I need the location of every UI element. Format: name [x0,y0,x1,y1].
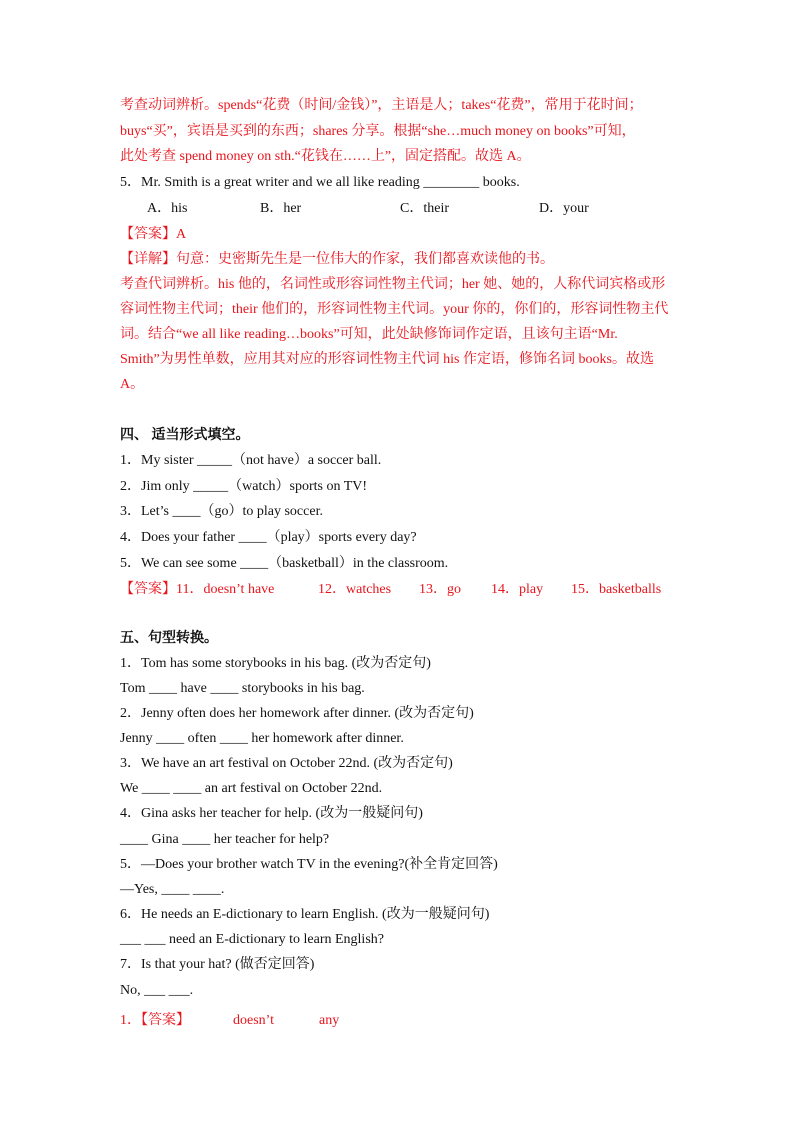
transform-line: ___ ___ need an E-dictionary to learn English? [120,932,384,947]
transform-line: ____ Gina ____ her teacher for help? [120,832,330,847]
fill-item: 3．Let’s ____（go）to play soccer. [120,504,323,519]
q5-detail-line: 【详解】句意：史密斯先生是一位伟大的作家，我们都喜欢读他的书。 [120,252,554,267]
transform-line: —Yes, ____ ____. [120,882,225,897]
transform-line: We ____ ____ an art festival on October 22nd. [120,781,383,796]
section-4-heading: 四、 适当形式填空。 [120,428,250,443]
transform-line: No, ___ ___. [120,983,194,998]
option-d: D．your [539,201,589,216]
q5-detail-line: 考查代词辨析。his 他的，名词性或形容词性物主代词；her 她、她的，人称代词宾格或形 [120,277,666,292]
fill-item: 5．We can see some ____（basketball）in the classroom. [120,556,449,571]
fill-item: 2．Jim only _____（watch）sports on TV! [120,479,368,494]
transform-line: 3．We have an art festival on October 22nd. (改为否定句) [120,756,453,771]
explanation-line: buys“买”，宾语是买到的东西；shares 分享。根据“she…much money on books”可知， [120,124,636,139]
q5-detail-line: Smith”为男性单数，应用其对应的形容词性物主代词 his 作定语，修饰名词 books。故选 [120,352,654,367]
answer-word: any [319,1013,340,1028]
q5-answer: 【答案】A [120,227,187,242]
transform-line: Jenny ____ often ____ her homework after dinner. [120,731,404,746]
answer-label: 1．【答案】 [120,1013,190,1028]
question-5: 5．Mr. Smith is a great writer and we all like reading ________ books. [120,175,520,190]
option-a: A．his [147,201,188,216]
answer-12: 12．watches [318,582,392,597]
transform-line: 4．Gina asks her teacher for help. (改为一般疑问句) [120,806,423,821]
answer-13: 13．go [419,582,461,597]
answer-word: doesn’t [233,1013,274,1028]
fill-item: 1．My sister _____（not have）a soccer ball. [120,453,382,468]
q5-detail-line: 容词性物主代词；their 他们的，形容词性物主代词。your 你的，你们的，形容词性物主代 [120,302,669,317]
transform-line: 6．He needs an E-dictionary to learn English. (改为一般疑问句) [120,907,490,922]
q5-detail-line: 词。结合“we all like reading…books”可知，此处缺修饰词作定语，且该句主语“Mr. [120,327,618,342]
fill-item: 4．Does your father ____（play）sports every day? [120,530,417,545]
section-5-heading: 五、句型转换。 [120,631,218,646]
transform-line: 1．Tom has some storybooks in his bag. (改为否定句) [120,656,431,671]
transform-line: Tom ____ have ____ storybooks in his bag. [120,681,365,696]
answer-11: 【答案】11．doesn’t have [120,582,275,597]
option-b: B．her [260,201,302,216]
transform-line: 2．Jenny often does her homework after dinner. (改为否定句) [120,706,474,721]
explanation-line: 此处考查 spend money on sth.“花钱在……上”，固定搭配。故选 A。 [120,149,531,164]
answer-14: 14．play [491,582,544,597]
transform-line: 5．—Does your brother watch TV in the evening?(补全肯定回答) [120,857,498,872]
option-c: C．their [400,201,449,216]
transform-line: 7．Is that your hat? (做否定回答) [120,957,315,972]
explanation-line: 考查动词辨析。spends“花费（时间/金钱）”，主语是人；takes“花费”，常用于花时间； [120,98,643,113]
answer-15: 15．basketballs [571,582,662,597]
q5-detail-line: A。 [120,377,145,392]
